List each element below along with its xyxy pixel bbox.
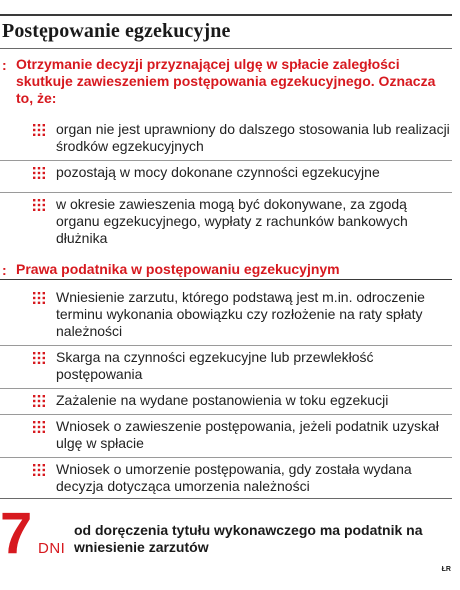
section-heading-taxpayer-rights: [0, 261, 452, 278]
list-item: [0, 415, 452, 458]
list-item: [0, 161, 452, 193]
dotted-grid-icon: [33, 167, 45, 179]
list-item-text: Wniosek o umorzenie postępowania, gdy została wydana decyzja dotycząca umorzenia należności: [56, 461, 412, 494]
section-heading-text: Otrzymanie decyzji przyznającej ulgę w spłacie zaległości skutkuje zawieszeniem postępowania egzekucyjnego. Oznacza to, że:: [16, 56, 436, 106]
list-item-text: Zażalenie na wydane postanowienia w toku egzekucji: [56, 392, 389, 408]
list-item-text: w okresie zawieszenia mogą być dokonywane, za zgodą organu egzekucyjnego, wypłaty z rachunków bankowych dłużnika: [56, 196, 408, 246]
deadline-unit: DNI: [38, 540, 66, 557]
deadline-description: od doręczenia tytułu wykonawczego ma podatnik na wniesienie zarzutów: [74, 522, 423, 555]
list-item: [0, 193, 452, 252]
section-divider: [0, 279, 452, 280]
list-item-text: pozostają w mocy dokonane czynności egzekucyjne: [56, 164, 380, 180]
list-item: [0, 118, 452, 161]
dotted-grid-icon: [33, 199, 45, 211]
author-credit: ŁR: [441, 566, 451, 573]
list-item-text: Wniesienie zarzutu, którego podstawą jest m.in. odroczenie terminu wykonania obowiązku czy rozłożenie na raty spłaty należności: [56, 289, 425, 339]
list-item-text: Wniosek o zawieszenie postępowania, jeżeli podatnik uzyskał ulgę w spłacie: [56, 418, 439, 451]
list-item-text: Skarga na czynności egzekucyjne lub przewlekłość postępowania: [56, 349, 374, 382]
list-item: [0, 346, 452, 389]
list-item: [0, 389, 452, 415]
list-item: [0, 458, 452, 500]
dotted-grid-icon: [33, 292, 45, 304]
list-item: [0, 286, 452, 346]
top-rule: [0, 14, 452, 16]
deadline-number: 7: [0, 501, 33, 566]
dotted-grid-icon: [33, 421, 45, 433]
taxpayer-rights-list: [0, 286, 452, 500]
suspension-consequences-list: [0, 118, 452, 252]
dotted-grid-icon: [33, 395, 45, 407]
red-arrow-icon: :: [2, 262, 7, 278]
page-title: Postępowanie egzekucyjne: [2, 20, 231, 42]
red-arrow-icon: :: [2, 57, 7, 73]
list-item-text: organ nie jest uprawniony do dalszego stosowania lub realizacji środków egzekucyjnych: [56, 121, 450, 154]
title-divider: [0, 48, 452, 49]
deadline-divider: [0, 498, 452, 499]
dotted-grid-icon: [33, 352, 45, 364]
section-heading-text: Prawa podatnika w postępowaniu egzekucyjnym: [16, 261, 340, 277]
section-heading-suspension: [0, 56, 452, 107]
dotted-grid-icon: [33, 464, 45, 476]
dotted-grid-icon: [33, 124, 45, 136]
